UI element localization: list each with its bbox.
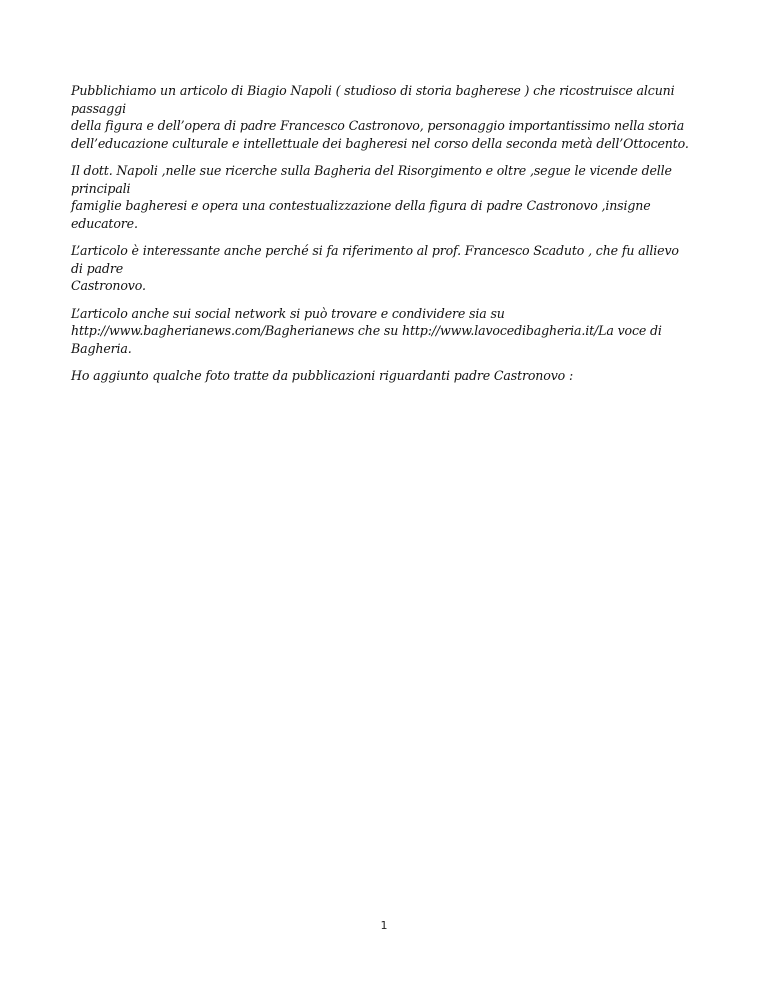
intro-paragraph: Pubblichiamo un articolo di Biagio Napoli ( studioso di storia bagherese ) che ricostruisce alcuni passaggi della figura e dell’opera di padre Francesco Castronovo, personaggio importantissimo nella storia dell’educazione culturale e intellettuale dei bagheresi nel corso della seconda metà dell’Ottocento.: [71, 83, 689, 151]
scaduto-paragraph: L’articolo è interessante anche perché si fa riferimento al prof. Francesco Scaduto , che fu allievo di padre Castronovo.: [71, 243, 679, 293]
photos-note-paragraph: Ho aggiunto qualche foto tratte da pubblicazioni riguardanti padre Castronovo :: [71, 368, 574, 383]
social-network-paragraph: L’articolo anche sui social network si può trovare e condividere sia su http://www.bagherianews.com/Bagherianews che su http://www.lavocedibagheria.it/La voce di Bagheria.: [71, 305, 662, 356]
page-number: 1: [380, 919, 388, 932]
napoli-research-paragraph: Il dott. Napoli ,nelle sue ricerche sulla Bagheria del Risorgimento e oltre ,segue le vicende delle principali famiglie bagheresi e opera una contestualizzazione della figura di padre Castronovo ,insigne educatore.: [71, 163, 672, 231]
document-body: [71, 82, 689, 395]
